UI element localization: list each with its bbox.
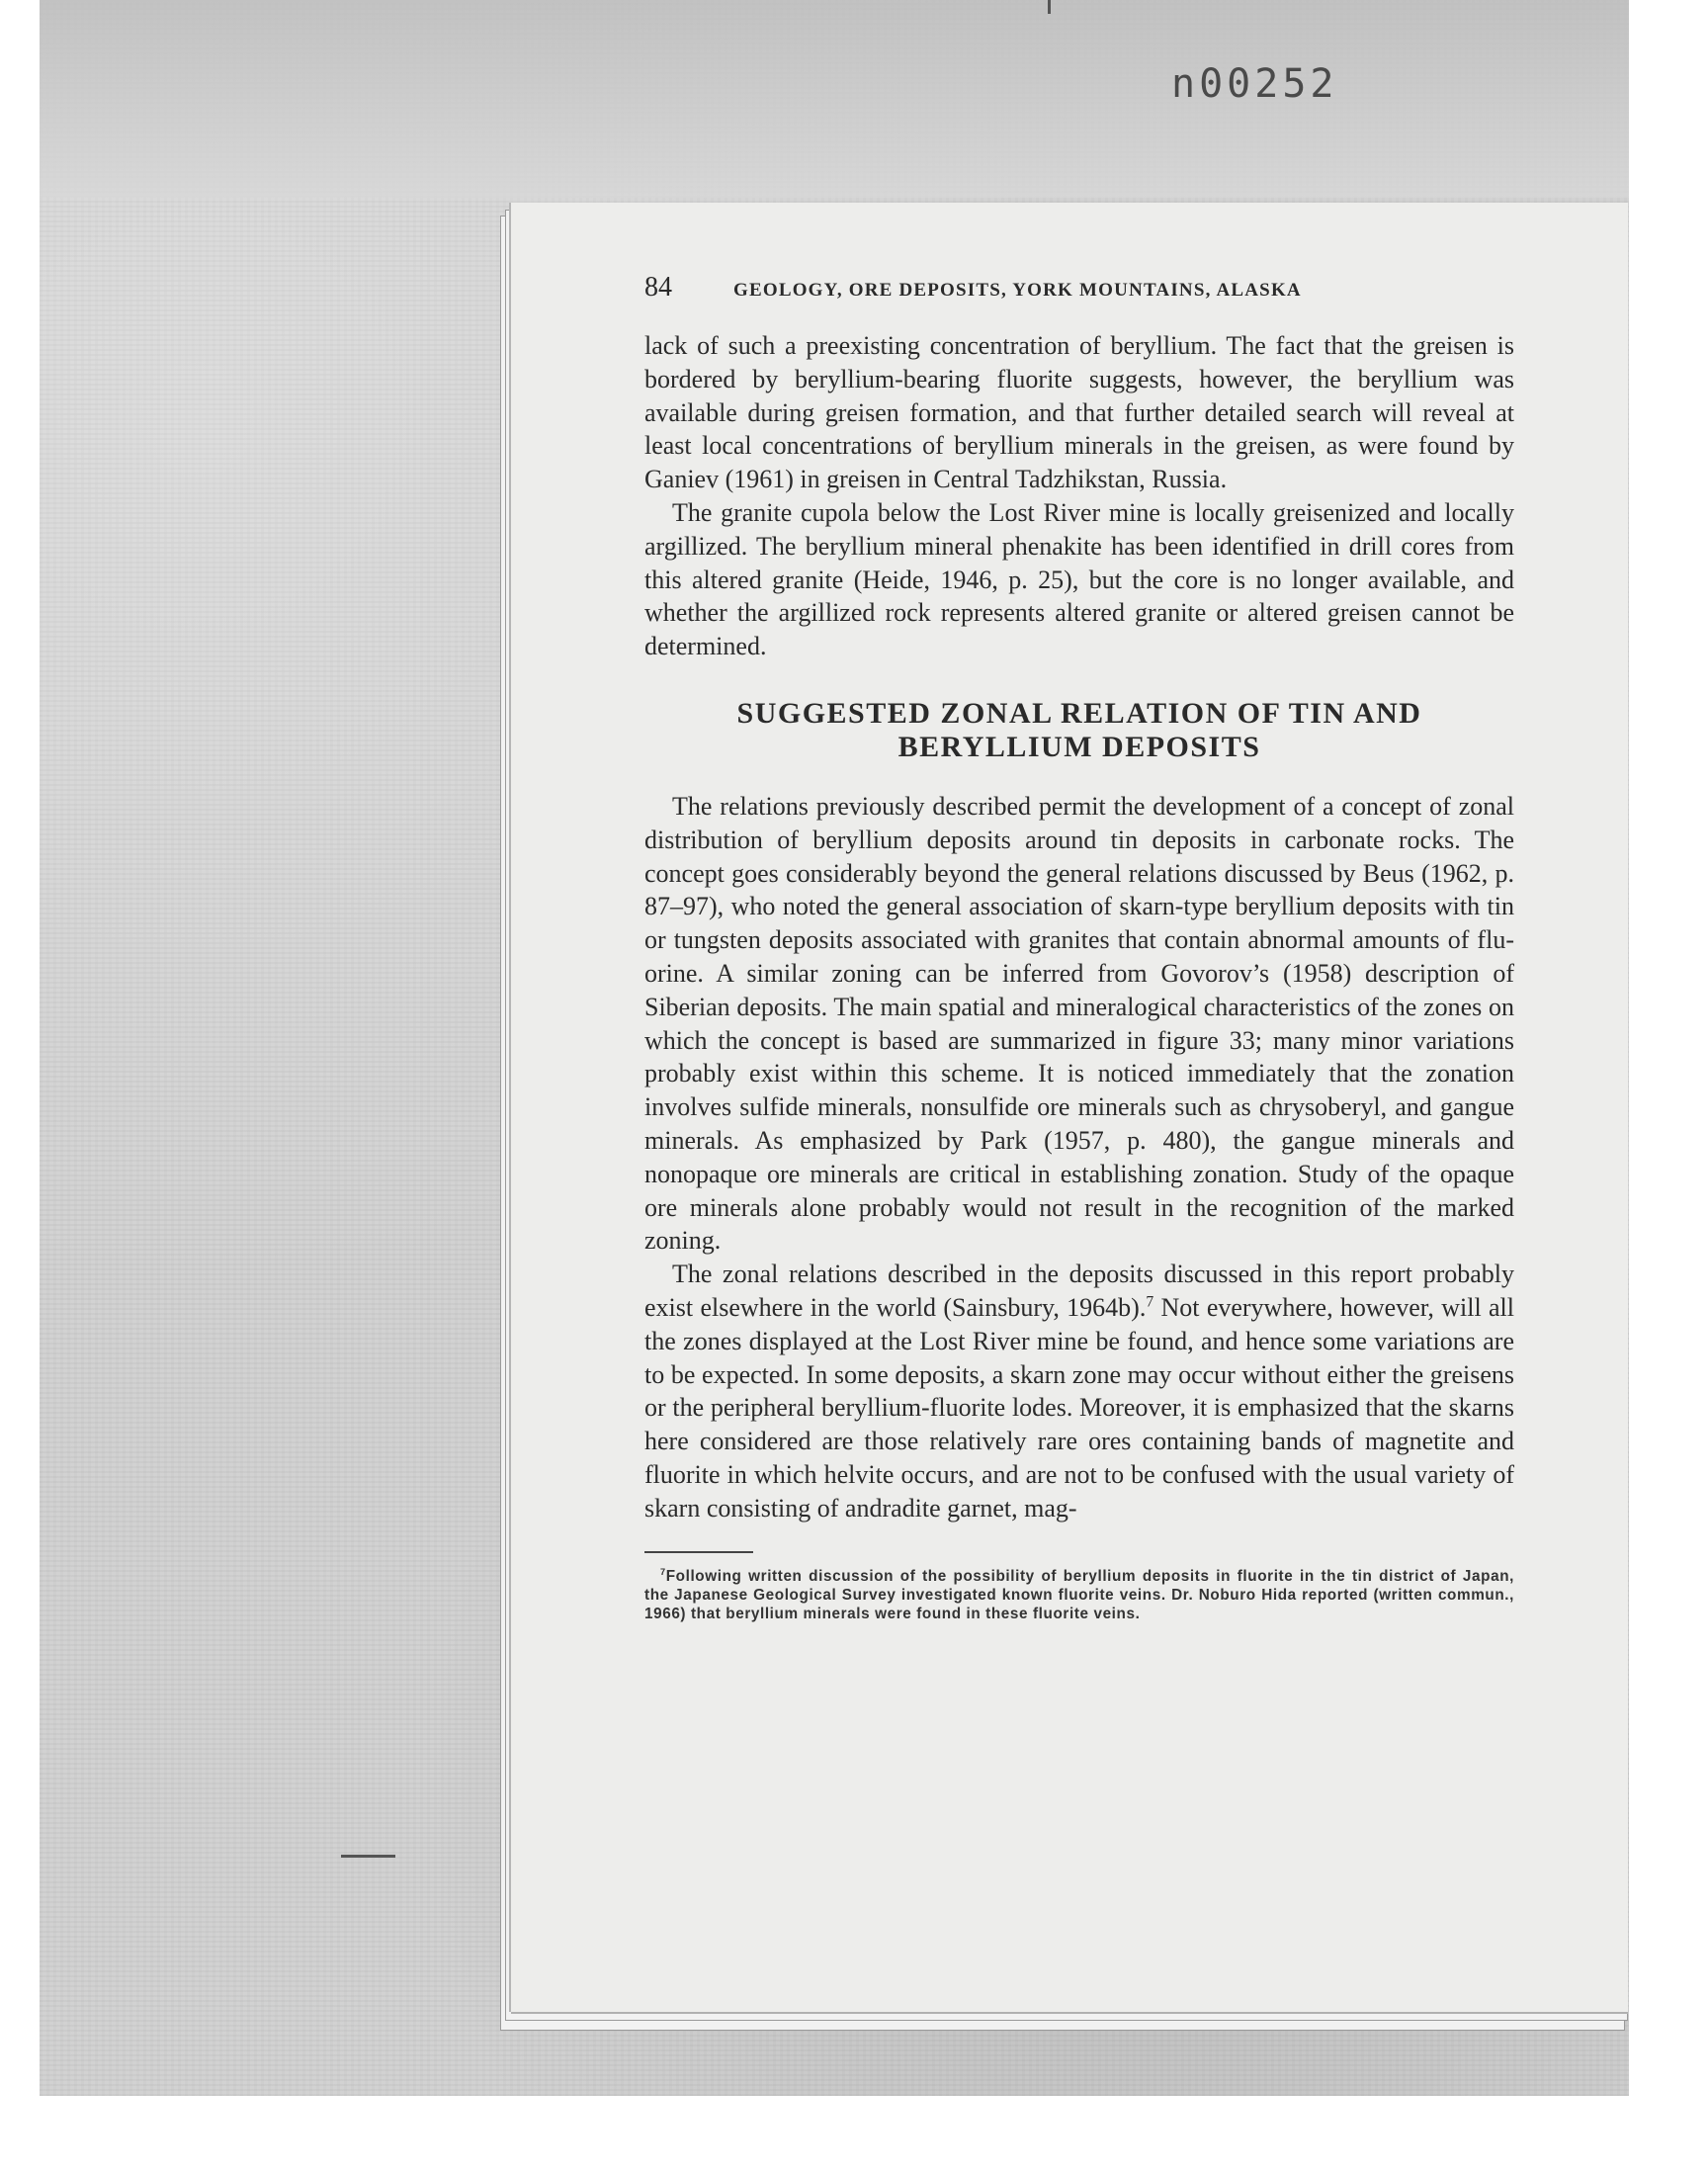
scan-top-shadow <box>40 0 1629 198</box>
footnote-reference: 7 <box>1146 1293 1154 1311</box>
footnote-text: Following written discussion of the possibility of beryllium deposits in fluorite in the tin district of Japan, the Japanese Geological Survey investigated known fluorite veins. Dr. Noburo Hida reported (written commun., 1966) that beryllium minerals were found in these fluorite veins. <box>644 1567 1514 1622</box>
paragraph-text: Not everywhere, however, will all the zones displayed at the Lost River mine be found, and hence some variations are to be expected. In some deposits, a skarn zone may occur without either the greisens or the peripheral beryllium-fluorite lodes. Moreover, it is emphasized that the skarns here considered are those relatively rare ores containing bands of magnetite and fluorite in which helvite occurs, and are not to be confused with the usual variety of skarn consisting of andradite garnet, mag- <box>644 1292 1514 1522</box>
page-number: 84 <box>644 272 672 303</box>
document-number-stamp: n00252 <box>1171 61 1338 107</box>
scan-speck <box>1048 0 1051 14</box>
footnote-rule <box>644 1551 753 1553</box>
section-heading: SUGGESTED ZONAL RELATION OF TIN AND BERYLLIUM DEPOSITS <box>736 696 1422 763</box>
paragraph: The granite cupola below the Lost River mine is locally greisenized and locally argillized. The beryllium mineral phenakite has been identified in drill cores from this altered granite (Heide, 1946, p. 25), but the core is no longer available, and whether the argillized rock represents altered granite or altered greisen cannot be determined. <box>644 497 1514 661</box>
document-page <box>511 203 1628 2012</box>
paragraph <box>644 1258 1514 1524</box>
paragraph: The relations previously described permit the development of a concept of zonal distribution of beryllium deposits around tin deposits in carbonate rocks. The concept goes considerably beyond the general relations discussed by Beus (1962, p. 87–97), who noted the general association of skarn-type beryllium deposits with tin or tungsten deposits associated with granites that contain abnormal amounts of fluorine. A similar zoning can be inferred from Govorov’s (1958) description of Siberian deposits. The main spatial and mineralogical characteristics of the zones on which the concept is based are summarized in figure 33; many minor variations probably exist within this scheme. It is noticed immediately that the zonation involves sulfide minerals, nonsulfide ore minerals such as chrysoberyl, and gangue minerals. As emphasized by Park (1957, p. 480), the gangue minerals and nonopaque ore minerals are critical in establishing zonation. Study of the opaque ore minerals alone probably would not result in the recognition of the marked zoning. <box>644 791 1514 1256</box>
footnote-marker: 7 <box>660 1566 666 1577</box>
page-content <box>644 272 1514 1623</box>
paragraph-text: The zonal relations described in the deposits discussed in this report probably exist elsewhere in the world (Sainsbury, 1964b). <box>644 1260 1514 1322</box>
footnote <box>644 1567 1514 1623</box>
running-head-title: GEOLOGY, ORE DEPOSITS, YORK MOUNTAINS, ALASKA <box>733 280 1302 301</box>
paragraph: lack of such a preexisting concentration of beryllium. The fact that the greisen is bordered by beryllium-bearing fluorite suggests, however, the beryllium was available during greisen formation, and that further detailed search will reveal at least local concentrations of beryllium minerals in the greisen, as were found by Ganiev (1961) in greisen in Central Tadzhikstan, Russia. <box>644 331 1514 494</box>
running-head <box>644 272 1514 311</box>
scan-dash <box>341 1855 395 1858</box>
